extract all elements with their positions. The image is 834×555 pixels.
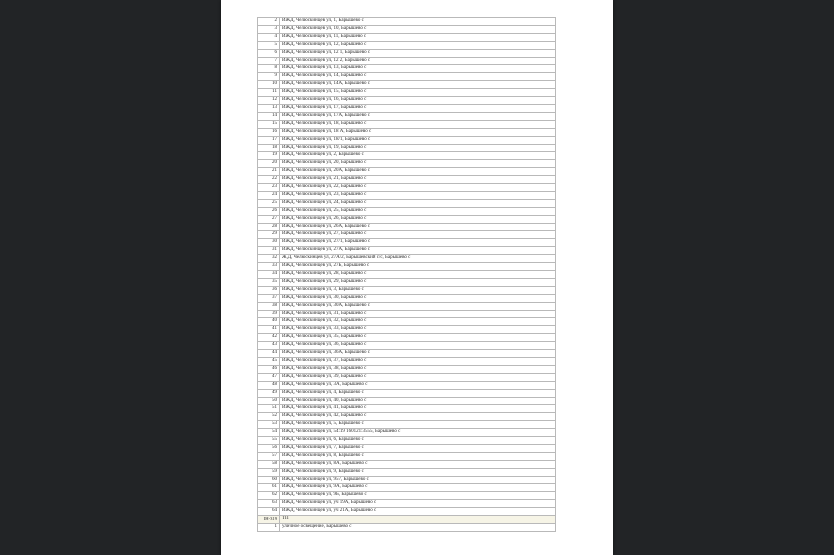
row-number: 63	[258, 500, 280, 508]
row-address: ИЖД, Челюскинцев ул, 14А, Барышево с	[280, 81, 556, 89]
row-number: 25	[258, 199, 280, 207]
row-number: ІН-319	[258, 516, 280, 524]
row-number: 19	[258, 152, 280, 160]
table-row	[258, 381, 556, 389]
row-number: 9	[258, 73, 280, 81]
row-number: 2	[258, 18, 280, 26]
row-address: ИЖД, Челюскинцев ул, 12, Барышево с	[280, 41, 556, 49]
table-row	[258, 120, 556, 128]
row-number: 45	[258, 357, 280, 365]
row-address: ИЖД, Челюскинцев ул, 10, Барышево с	[280, 25, 556, 33]
table-row	[258, 168, 556, 176]
table-group-row	[258, 516, 556, 524]
row-number: 30	[258, 239, 280, 247]
table-row	[258, 342, 556, 350]
table-row	[258, 326, 556, 334]
row-number: 38	[258, 302, 280, 310]
table-row	[258, 413, 556, 421]
row-number: 8	[258, 65, 280, 73]
row-number: 43	[258, 342, 280, 350]
row-number: 62	[258, 492, 280, 500]
table-row	[258, 271, 556, 279]
row-address: ИЖД, Челюскинцев ул, 26, Барышево с	[280, 215, 556, 223]
row-address: ИЖД, Челюскинцев ул, 3, Барышево с	[280, 286, 556, 294]
table-row	[258, 89, 556, 97]
row-number: 5	[258, 41, 280, 49]
row-number: 49	[258, 389, 280, 397]
table-row	[258, 128, 556, 136]
row-address: ИЖД, Челюскинцев ул, 9Б, Барышево с	[280, 492, 556, 500]
row-address: ИЖД, Челюскинцев ул, 32, Барышево с	[280, 318, 556, 326]
table-row	[258, 160, 556, 168]
table-row	[258, 191, 556, 199]
row-number: 10	[258, 81, 280, 89]
table-row	[258, 263, 556, 271]
row-number: 1	[258, 524, 280, 532]
row-number: 35	[258, 278, 280, 286]
table-row	[258, 397, 556, 405]
row-address: ИЖД, Челюскинцев ул, 957, Барышево с	[280, 476, 556, 484]
row-number: 36	[258, 286, 280, 294]
table-row	[258, 152, 556, 160]
row-number: 58	[258, 460, 280, 468]
row-number: 11	[258, 89, 280, 97]
row-address: ИЖД, Челюскинцев ул, 54:19 160121:3555, Барышево с	[280, 429, 556, 437]
table-row	[258, 460, 556, 468]
table-row	[258, 247, 556, 255]
table-row	[258, 278, 556, 286]
row-address: ИЖД, Челюскинцев ул, 38, Барышево с	[280, 365, 556, 373]
row-number: 31	[258, 247, 280, 255]
table-row	[258, 405, 556, 413]
row-number: 39	[258, 310, 280, 318]
table-row	[258, 136, 556, 144]
row-address: ИЖД, Челюскинцев ул, 2, Барышево с	[280, 152, 556, 160]
row-address: ИЖД, Челюскинцев ул, уч 19А, Барышево с	[280, 500, 556, 508]
table-row	[258, 508, 556, 516]
row-address: ИЖД, Челюскинцев ул, 27, Барышево с	[280, 231, 556, 239]
row-address: ИЖД, Челюскинцев ул, 17, Барышево с	[280, 104, 556, 112]
row-number: 51	[258, 405, 280, 413]
row-address: ИЖД, Челюскинцев ул, 36, Барышево с	[280, 342, 556, 350]
table-row	[258, 373, 556, 381]
table-row	[258, 65, 556, 73]
row-number: 15	[258, 120, 280, 128]
row-number: 59	[258, 468, 280, 476]
row-address: ИЖД, Челюскинцев ул, 12 2, Барышево с	[280, 57, 556, 65]
row-address: ИЖД, Челюскинцев ул, 27А, Барышево с	[280, 247, 556, 255]
row-number: 21	[258, 168, 280, 176]
table-row	[258, 41, 556, 49]
row-number: 16	[258, 128, 280, 136]
table-row	[258, 73, 556, 81]
table-row	[258, 468, 556, 476]
row-address: ИЖД, Челюскинцев ул, 9А, Барышево с	[280, 484, 556, 492]
row-address: ИЖД, Челюскинцев ул, 33, Барышево с	[280, 326, 556, 334]
table-row	[258, 476, 556, 484]
table-row	[258, 112, 556, 120]
address-table	[257, 17, 556, 532]
row-address: ИЖД, Челюскинцев ул, 30А, Барышево с	[280, 302, 556, 310]
row-number: 47	[258, 373, 280, 381]
row-address: уличное освещение, Барышево с	[280, 524, 556, 532]
table-row	[258, 223, 556, 231]
row-address: ИЖД, Челюскинцев ул, 30, Барышево с	[280, 294, 556, 302]
table-row	[258, 144, 556, 152]
row-address: ИЖД, Челюскинцев ул, 39, Барышево с	[280, 373, 556, 381]
row-address: ИЖД, Челюскинцев ул, 35, Барышево с	[280, 334, 556, 342]
table-row	[258, 81, 556, 89]
row-address: ИЖД, Челюскинцев ул, 4, Барышево с	[280, 389, 556, 397]
row-address: ИЖД, Челюскинцев ул, 17А, Барышево с	[280, 112, 556, 120]
table-row	[258, 429, 556, 437]
table-row	[258, 318, 556, 326]
row-address: ИЖД, Челюскинцев ул, 14, Барышево с	[280, 73, 556, 81]
row-address: ИЖД, Челюскинцев ул, 26А, Барышево с	[280, 223, 556, 231]
row-number: 29	[258, 231, 280, 239]
row-number: 4	[258, 33, 280, 41]
row-number: 28	[258, 223, 280, 231]
row-address: ИЖД, Челюскинцев ул, 16, Барышево с	[280, 97, 556, 105]
row-address: ИЖД, Челюскинцев ул, 27Б, Барышево с	[280, 263, 556, 271]
row-address: ИЖД, Челюскинцев ул, 6, Барышево с	[280, 437, 556, 445]
row-address: ИЖД, Челюскинцев ул, 31, Барышево с	[280, 310, 556, 318]
row-address: ИЖД, Челюскинцев ул, 18, Барышево с	[280, 120, 556, 128]
row-number: 26	[258, 207, 280, 215]
table-row	[258, 492, 556, 500]
table-row	[258, 49, 556, 57]
row-address: ИЖД, Челюскинцев ул, 40, Барышево с	[280, 397, 556, 405]
row-address: ИЖД, Челюскинцев ул, 13, Барышево с	[280, 65, 556, 73]
row-number: 7	[258, 57, 280, 65]
row-address: ИЖД, Челюскинцев ул, 18 А, Барышево с	[280, 128, 556, 136]
row-address: ИЖД, Челюскинцев ул, уч 21А, Барышево с	[280, 508, 556, 516]
row-number: 40	[258, 318, 280, 326]
row-number: 3	[258, 25, 280, 33]
table-row	[258, 350, 556, 358]
row-number: 52	[258, 413, 280, 421]
row-address: ИЖД, Челюскинцев ул, 9, Барышево с	[280, 468, 556, 476]
row-address: ИЖД, Челюскинцев ул, 20, Барышево с	[280, 160, 556, 168]
table-row	[258, 286, 556, 294]
table-row	[258, 97, 556, 105]
table-row	[258, 452, 556, 460]
row-address: ИЖД, Челюскинцев ул, 8А, Барышево с	[280, 460, 556, 468]
table-row	[258, 239, 556, 247]
table-row	[258, 437, 556, 445]
table-row	[258, 310, 556, 318]
row-address: ИЖД, Челюскинцев ул, 23, Барышево с	[280, 191, 556, 199]
row-address: ИЖД, Челюскинцев ул, 1, Барышево с	[280, 18, 556, 26]
row-number: 54	[258, 429, 280, 437]
row-number: 12	[258, 97, 280, 105]
table-row	[258, 199, 556, 207]
table-row	[258, 104, 556, 112]
row-number: 50	[258, 397, 280, 405]
row-address: ИЖД, Челюскинцев ул, 5, Барышево с	[280, 421, 556, 429]
row-number: 23	[258, 184, 280, 192]
address-table-body	[258, 18, 556, 532]
row-number: 64	[258, 508, 280, 516]
table-row	[258, 176, 556, 184]
row-number: 24	[258, 191, 280, 199]
table-row	[258, 302, 556, 310]
table-row	[258, 18, 556, 26]
row-address: ИЖД, Челюскинцев ул, 11, Барышево с	[280, 33, 556, 41]
row-address: ИЖД, Челюскинцев ул, 7, Барышево с	[280, 444, 556, 452]
table-row	[258, 294, 556, 302]
row-number: 13	[258, 104, 280, 112]
row-number: 61	[258, 484, 280, 492]
table-row	[258, 357, 556, 365]
row-number: 57	[258, 452, 280, 460]
row-address: Ж,Д, Челюскинцев ул, 27А/2, Барышевский с/с, Барышево с	[280, 255, 556, 263]
row-number: 6	[258, 49, 280, 57]
table-row	[258, 57, 556, 65]
table-row	[258, 444, 556, 452]
row-address: ИЖД, Челюскинцев ул, 28, Барышево с	[280, 271, 556, 279]
row-number: 20	[258, 160, 280, 168]
row-number: 55	[258, 437, 280, 445]
row-address: ИЖД, Челюскинцев ул, 42, Барышево с	[280, 413, 556, 421]
table-row	[258, 215, 556, 223]
row-number: 44	[258, 350, 280, 358]
table-row	[258, 334, 556, 342]
document-page	[221, 0, 613, 555]
row-address: ИЖД, Челюскинцев ул, 8, Барышево с	[280, 452, 556, 460]
row-address: ИЖД, Челюскинцев ул, 29, Барышево с	[280, 278, 556, 286]
table-row	[258, 524, 556, 532]
table-row	[258, 365, 556, 373]
row-address: ИЖД, Челюскинцев ул, 41, Барышево с	[280, 405, 556, 413]
row-number: 60	[258, 476, 280, 484]
table-row	[258, 484, 556, 492]
row-address: ИЖД, Челюскинцев ул, 24, Барышево с	[280, 199, 556, 207]
row-number: 18	[258, 144, 280, 152]
row-number: 46	[258, 365, 280, 373]
row-number: 14	[258, 112, 280, 120]
row-number: 33	[258, 263, 280, 271]
row-address: ТП	[280, 516, 556, 524]
row-address: ИЖД, Челюскинцев ул, 37, Барышево с	[280, 357, 556, 365]
row-number: 27	[258, 215, 280, 223]
table-row	[258, 184, 556, 192]
row-number: 41	[258, 326, 280, 334]
table-row	[258, 421, 556, 429]
row-address: ИЖД, Челюскинцев ул, 25, Барышево с	[280, 207, 556, 215]
row-address: ИЖД, Челюскинцев ул, 20А, Барышево с	[280, 168, 556, 176]
row-number: 17	[258, 136, 280, 144]
table-row	[258, 25, 556, 33]
row-address: ИЖД, Челюскинцев ул, 21, Барышево с	[280, 176, 556, 184]
row-address: ИЖД, Челюскинцев ул, 27/1, Барышево с	[280, 239, 556, 247]
table-row	[258, 207, 556, 215]
row-address: ИЖД, Челюскинцев ул, 15, Барышево с	[280, 89, 556, 97]
row-number: 56	[258, 444, 280, 452]
table-row	[258, 231, 556, 239]
row-address: ИЖД, Челюскинцев ул, 19, Барышево с	[280, 144, 556, 152]
table-row	[258, 33, 556, 41]
row-address: ИЖД, Челюскинцев ул, 18/1, Барышево с	[280, 136, 556, 144]
row-number: 37	[258, 294, 280, 302]
row-address: ИЖД, Челюскинцев ул, 36А, Барышево с	[280, 350, 556, 358]
row-address: ИЖД, Челюскинцев ул, 12 1, Барышево с	[280, 49, 556, 57]
row-number: 22	[258, 176, 280, 184]
table-row	[258, 255, 556, 263]
row-number: 48	[258, 381, 280, 389]
row-number: 53	[258, 421, 280, 429]
row-number: 34	[258, 271, 280, 279]
table-row	[258, 389, 556, 397]
table-row	[258, 500, 556, 508]
row-number: 42	[258, 334, 280, 342]
row-address: ИЖД, Челюскинцев ул, 3А, Барышево с	[280, 381, 556, 389]
row-address: ИЖД, Челюскинцев ул, 22, Барышево с	[280, 184, 556, 192]
row-number: 32	[258, 255, 280, 263]
